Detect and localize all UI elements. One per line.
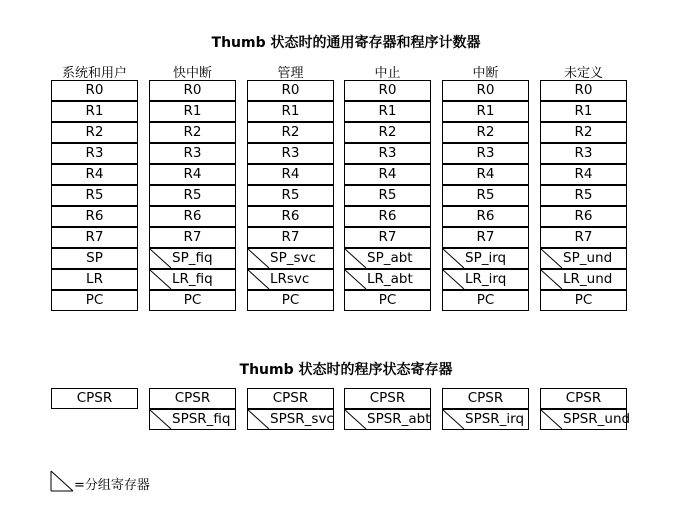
register-cell-label: R2	[476, 124, 495, 140]
register-cell	[344, 206, 431, 227]
cpsr-cell-label: CPSR	[565, 390, 602, 406]
register-cell-label: R0	[183, 82, 202, 98]
banked-diagonal-icon	[345, 249, 367, 268]
register-cell	[247, 290, 334, 311]
banked-diagonal-icon	[443, 249, 465, 268]
register-cell-label: R3	[85, 145, 104, 161]
register-cell	[51, 122, 138, 143]
register-cell-label: R3	[281, 145, 300, 161]
register-cell	[51, 80, 138, 101]
register-cell	[344, 143, 431, 164]
register-cell	[51, 227, 138, 248]
register-cell-label: R4	[183, 166, 202, 182]
banked-diagonal-icon	[541, 249, 563, 268]
register-cell-label: R5	[574, 187, 593, 203]
register-cell-label: PC	[574, 292, 593, 308]
banked-diagonal-icon	[541, 410, 563, 429]
register-cell-label: R6	[476, 208, 495, 224]
mode-header: 管理	[277, 66, 304, 81]
register-cell	[149, 269, 236, 290]
register-cell	[540, 227, 627, 248]
register-cell-label: R0	[378, 82, 397, 98]
register-cell	[540, 206, 627, 227]
register-cell-label: R4	[476, 166, 495, 182]
register-cell	[247, 122, 334, 143]
register-cell	[344, 227, 431, 248]
register-cell-label: SP_und	[563, 250, 613, 266]
banked-diagonal-icon	[150, 410, 172, 429]
register-cell	[540, 185, 627, 206]
register-cell-label: LR_und	[563, 271, 613, 287]
register-cell	[149, 227, 236, 248]
register-cell-label: R6	[85, 208, 104, 224]
spsr-cell	[344, 409, 431, 430]
register-cell-label: PC	[183, 292, 202, 308]
register-cell-label: R0	[574, 82, 593, 98]
general-registers-title: Thumb 状态时的通用寄存器和程序计数器	[211, 35, 481, 51]
register-cell	[442, 185, 529, 206]
banked-register-legend-label: =分组寄存器	[74, 478, 150, 493]
register-cell	[247, 206, 334, 227]
register-cell	[344, 80, 431, 101]
register-cell	[51, 143, 138, 164]
banked-diagonal-icon	[443, 410, 465, 429]
register-cell-label: R1	[476, 103, 495, 119]
banked-diagonal-icon	[248, 249, 270, 268]
register-cell	[442, 290, 529, 311]
banked-diagonal-icon	[345, 410, 367, 429]
register-cell-label: R2	[85, 124, 104, 140]
register-cell	[149, 122, 236, 143]
cpsr-cell	[442, 388, 529, 409]
register-cell	[442, 164, 529, 185]
mode-header: 未定义	[563, 66, 603, 81]
spsr-cell	[247, 409, 334, 430]
spsr-cell-label: SPSR_irq	[465, 411, 525, 427]
register-cell	[51, 290, 138, 311]
banked-diagonal-icon	[248, 270, 270, 289]
register-cell	[442, 248, 529, 269]
register-cell-label: R1	[378, 103, 397, 119]
register-cell	[442, 122, 529, 143]
register-cell-label: R4	[281, 166, 300, 182]
register-cell-label: LR_abt	[367, 271, 413, 287]
register-cell-label: R3	[476, 145, 495, 161]
register-cell	[442, 143, 529, 164]
register-cell-label: R2	[281, 124, 300, 140]
register-cell	[247, 143, 334, 164]
register-cell	[540, 290, 627, 311]
register-cell-label: SP_irq	[465, 250, 507, 266]
register-cell	[540, 80, 627, 101]
register-cell	[442, 206, 529, 227]
register-cell	[540, 143, 627, 164]
register-cell	[51, 164, 138, 185]
banked-diagonal-icon	[150, 249, 172, 268]
mode-header: 系统和用户	[61, 66, 127, 81]
register-cell	[344, 248, 431, 269]
register-cell-label: R7	[476, 229, 495, 245]
register-cell	[442, 269, 529, 290]
register-cell	[149, 290, 236, 311]
register-cell-label: R2	[378, 124, 397, 140]
register-cell	[247, 227, 334, 248]
register-cell-label: R3	[378, 145, 397, 161]
register-cell-label: PC	[378, 292, 397, 308]
register-cell-label: R5	[378, 187, 397, 203]
register-cell-label: R0	[476, 82, 495, 98]
register-cell-label: R6	[378, 208, 397, 224]
cpsr-cell-label: CPSR	[272, 390, 309, 406]
banked-diagonal-icon	[345, 270, 367, 289]
register-cell-label: PC	[85, 292, 104, 308]
register-cell-label: R5	[85, 187, 104, 203]
register-cell	[149, 143, 236, 164]
register-cell-label: PC	[281, 292, 300, 308]
register-cell-label: R5	[281, 187, 300, 203]
register-cell	[247, 101, 334, 122]
register-cell	[247, 185, 334, 206]
banked-diagonal-icon	[541, 270, 563, 289]
register-cell	[540, 122, 627, 143]
register-cell-label: R5	[476, 187, 495, 203]
mode-header: 中止	[374, 66, 401, 81]
register-cell	[51, 248, 138, 269]
register-cell	[442, 227, 529, 248]
register-cell-label: SP_abt	[367, 250, 413, 266]
cpsr-cell-label: CPSR	[76, 390, 113, 406]
register-cell-label: R4	[574, 166, 593, 182]
register-cell	[247, 269, 334, 290]
register-cell	[247, 248, 334, 269]
register-cell	[344, 269, 431, 290]
register-cell	[149, 248, 236, 269]
banked-register-legend-icon	[50, 470, 74, 496]
register-cell-label: PC	[476, 292, 495, 308]
register-cell-label: SP_fiq	[172, 250, 213, 266]
register-cell-label: LR_irq	[465, 271, 507, 287]
spsr-cell-label: SPSR_und	[563, 411, 631, 427]
cpsr-cell-label: CPSR	[369, 390, 406, 406]
spsr-cell	[442, 409, 529, 430]
register-cell	[247, 164, 334, 185]
register-cell	[51, 206, 138, 227]
register-cell-label: R7	[378, 229, 397, 245]
register-cell-label: R1	[574, 103, 593, 119]
register-cell-label: R5	[183, 187, 202, 203]
spsr-cell-label: SPSR_abt	[367, 411, 431, 427]
register-cell-label: R3	[574, 145, 593, 161]
register-cell-label: R6	[281, 208, 300, 224]
register-cell	[149, 185, 236, 206]
register-cell-label: LR	[86, 271, 103, 287]
register-cell	[442, 101, 529, 122]
register-cell-label: SP_svc	[270, 250, 316, 266]
cpsr-cell	[149, 388, 236, 409]
cpsr-cell	[540, 388, 627, 409]
register-cell	[344, 185, 431, 206]
banked-diagonal-icon	[443, 270, 465, 289]
register-cell	[540, 101, 627, 122]
register-cell-label: LR_fiq	[172, 271, 213, 287]
register-cell	[540, 248, 627, 269]
status-registers-title: Thumb 状态时的程序状态寄存器	[239, 362, 453, 378]
register-cell	[540, 269, 627, 290]
spsr-cell	[540, 409, 631, 430]
register-cell-label: R0	[281, 82, 300, 98]
register-cell	[344, 101, 431, 122]
register-cell-label: LRsvc	[270, 271, 310, 287]
register-cell	[344, 122, 431, 143]
register-cell-label: SP	[86, 250, 103, 266]
register-cell-label: R1	[85, 103, 104, 119]
cpsr-cell	[344, 388, 431, 409]
register-cell-label: R6	[574, 208, 593, 224]
cpsr-cell	[51, 388, 138, 409]
register-cell	[442, 80, 529, 101]
register-cell	[540, 164, 627, 185]
mode-header: 快中断	[172, 66, 212, 81]
cpsr-cell-label: CPSR	[467, 390, 504, 406]
spsr-cell-label: SPSR_fiq	[172, 411, 231, 427]
register-cell-label: R0	[85, 82, 104, 98]
register-cell	[149, 101, 236, 122]
register-cell-label: R6	[183, 208, 202, 224]
banked-diagonal-icon	[248, 410, 270, 429]
register-cell	[344, 164, 431, 185]
register-cell	[149, 164, 236, 185]
register-cell-label: R7	[183, 229, 202, 245]
register-cell-label: R2	[183, 124, 202, 140]
cpsr-cell-label: CPSR	[174, 390, 211, 406]
register-cell-label: R7	[281, 229, 300, 245]
register-cell	[149, 206, 236, 227]
cpsr-cell	[247, 388, 334, 409]
register-cell	[247, 80, 334, 101]
register-cell-label: R1	[183, 103, 202, 119]
register-cell-label: R7	[85, 229, 104, 245]
banked-diagonal-icon	[150, 270, 172, 289]
register-cell-label: R4	[85, 166, 104, 182]
spsr-cell	[149, 409, 236, 430]
register-cell-label: R7	[574, 229, 593, 245]
register-cell-label: R3	[183, 145, 202, 161]
register-cell	[51, 185, 138, 206]
mode-header: 中断	[472, 66, 499, 81]
register-cell	[149, 80, 236, 101]
register-cell-label: R1	[281, 103, 300, 119]
spsr-cell-label: SPSR_svc	[270, 411, 334, 427]
register-cell-label: R4	[378, 166, 397, 182]
register-cell	[51, 101, 138, 122]
register-cell	[51, 269, 138, 290]
register-cell	[344, 290, 431, 311]
register-cell-label: R2	[574, 124, 593, 140]
